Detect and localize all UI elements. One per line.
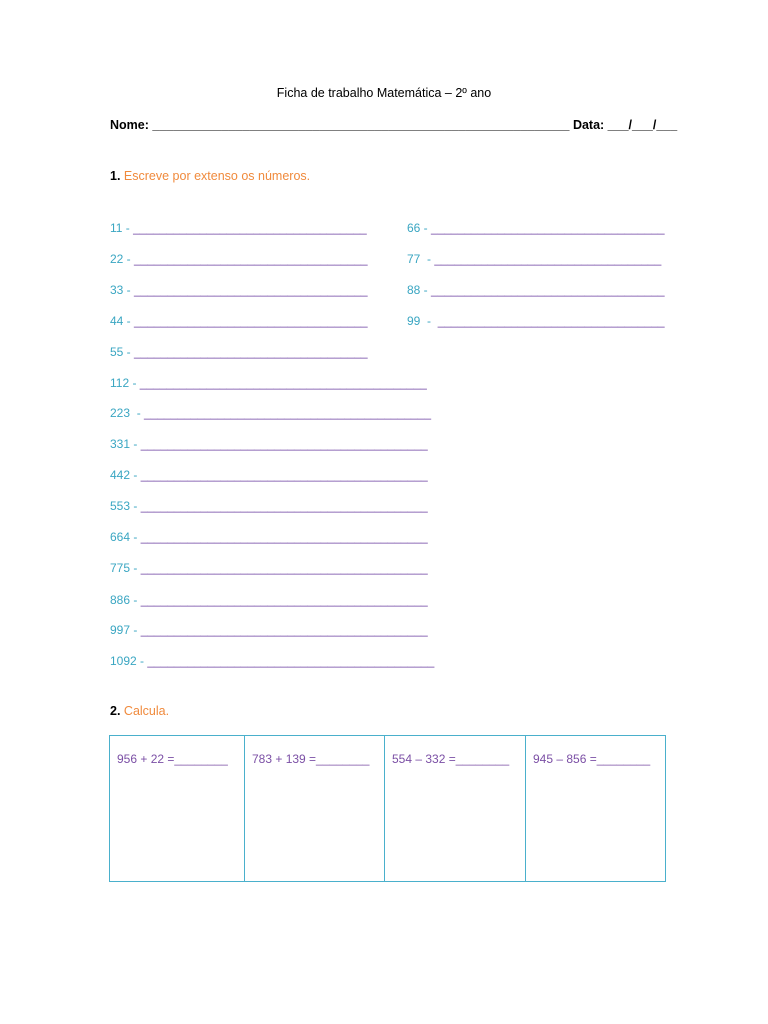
number-row bbox=[407, 221, 665, 235]
answer-line[interactable]: ___________________________________________ bbox=[140, 593, 428, 607]
number-row bbox=[110, 623, 428, 637]
calc-cell[interactable]: 783 + 139 =________ bbox=[245, 736, 385, 882]
number-row bbox=[110, 345, 368, 359]
number-label: 55 - bbox=[110, 345, 135, 359]
answer-line[interactable]: ___________________________________________ bbox=[140, 530, 428, 544]
number-row bbox=[110, 376, 427, 390]
answer-line[interactable]: ___________________________________ bbox=[133, 221, 367, 235]
number-label: 997 - bbox=[110, 623, 141, 637]
section-2-instruction: Calcula. bbox=[123, 704, 170, 718]
answer-line[interactable]: ___________________________________ bbox=[134, 283, 368, 297]
number-label: 331 - bbox=[110, 437, 141, 451]
section-1-heading bbox=[110, 169, 310, 183]
number-label: 775 - bbox=[110, 561, 141, 575]
number-row bbox=[110, 406, 431, 420]
calc-cell[interactable]: 945 – 856 =________ bbox=[526, 736, 666, 882]
answer-line[interactable]: ___________________________________________ bbox=[139, 376, 427, 390]
answer-line[interactable]: ___________________________________ bbox=[134, 314, 368, 328]
answer-line[interactable]: ___________________________________ bbox=[134, 252, 368, 266]
number-label: 99 - bbox=[407, 314, 438, 328]
calc-cell[interactable]: 956 + 22 =________ bbox=[110, 736, 245, 882]
answer-line[interactable]: ___________________________________ bbox=[134, 345, 368, 359]
answer-line[interactable]: ___________________________________________ bbox=[140, 561, 428, 575]
answer-line[interactable]: __________________________________ bbox=[434, 252, 662, 266]
answer-line[interactable]: ___________________________________________ bbox=[144, 406, 432, 420]
answer-line[interactable]: ___________________________________________ bbox=[140, 437, 428, 451]
calculation-table bbox=[109, 735, 666, 882]
answer-line[interactable]: ___________________________________________ bbox=[140, 499, 428, 513]
number-row bbox=[110, 593, 428, 607]
number-label: 11 - bbox=[110, 221, 134, 235]
number-label: 88 - bbox=[407, 283, 432, 297]
number-label: 112 - bbox=[110, 376, 140, 390]
number-row bbox=[110, 252, 368, 266]
number-row bbox=[110, 468, 428, 482]
number-label: 33 - bbox=[110, 283, 135, 297]
number-row bbox=[110, 283, 368, 297]
number-row bbox=[407, 252, 661, 266]
answer-line[interactable]: ___________________________________ bbox=[431, 221, 665, 235]
number-label: 44 - bbox=[110, 314, 135, 328]
number-label: 223 - bbox=[110, 406, 145, 420]
number-row bbox=[110, 499, 428, 513]
number-label: 553 - bbox=[110, 499, 141, 513]
number-label: 442 - bbox=[110, 468, 141, 482]
calc-cell[interactable]: 554 – 332 =________ bbox=[385, 736, 526, 882]
name-date-field[interactable]: Nome: ____________________________________________________________ Data: ___/___/___ bbox=[110, 118, 678, 132]
answer-line[interactable]: ___________________________________________ bbox=[140, 468, 428, 482]
number-label: 886 - bbox=[110, 593, 141, 607]
number-label: 1092 - bbox=[110, 654, 148, 668]
answer-line[interactable]: ___________________________________________ bbox=[147, 654, 435, 668]
answer-line[interactable]: ___________________________________________ bbox=[140, 623, 428, 637]
section-2-number: 2. bbox=[110, 704, 121, 718]
number-row bbox=[110, 530, 428, 544]
number-row bbox=[110, 314, 368, 328]
number-row bbox=[110, 561, 428, 575]
section-1-instruction: Escreve por extenso os números. bbox=[123, 169, 311, 183]
number-row bbox=[110, 437, 428, 451]
number-label: 66 - bbox=[407, 221, 432, 235]
number-row bbox=[110, 221, 367, 235]
number-row bbox=[407, 314, 665, 328]
section-2-heading bbox=[110, 704, 169, 718]
answer-line[interactable]: ___________________________________ bbox=[431, 283, 665, 297]
answer-line[interactable]: __________________________________ bbox=[437, 314, 665, 328]
number-row bbox=[407, 283, 665, 297]
number-label: 77 - bbox=[407, 252, 435, 266]
number-label: 664 - bbox=[110, 530, 141, 544]
number-row bbox=[110, 654, 434, 668]
number-label: 22 - bbox=[110, 252, 135, 266]
page-title: Ficha de trabalho Matemática – 2º ano bbox=[276, 86, 492, 100]
section-1-number: 1. bbox=[110, 169, 121, 183]
